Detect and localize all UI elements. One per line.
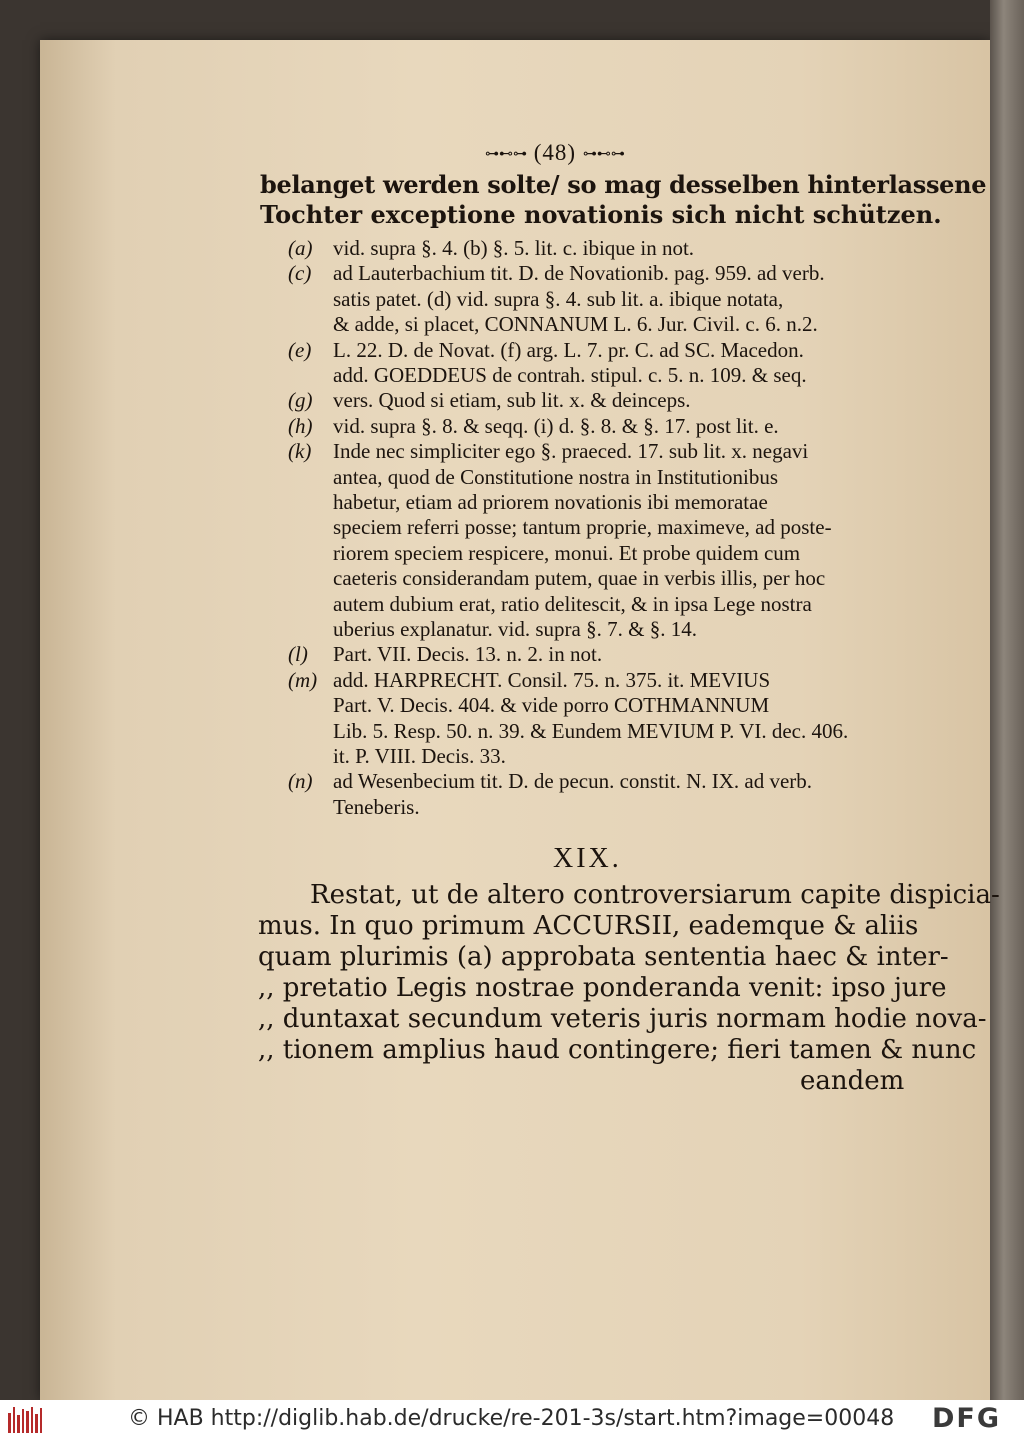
main-text-line: ,, tionem amplius haud contingere; fieri tamen & nunc — [258, 1035, 977, 1065]
footnote-line: vers. Quod si etiam, sub lit. x. & deinceps. — [333, 388, 691, 413]
body-line-2: Tochter exceptione novationis sich nicht schützen. — [260, 200, 942, 229]
library-logo-icon — [8, 1405, 42, 1433]
footnote-line: satis patet. (d) vid. supra §. 4. sub lit. a. ibique notata, — [333, 286, 784, 311]
page-number: (48) — [533, 140, 577, 165]
footnote-label: (m) — [288, 667, 318, 692]
footnote-line: Teneberis. — [333, 794, 420, 819]
dfg-logo: DFG — [932, 1403, 1002, 1434]
footnote-line: Lib. 5. Resp. 50. n. 39. & Eundem MEVIUM P. VI. dec. 406. — [333, 718, 849, 743]
footnote-line: Inde nec simpliciter ego §. praeced. 17. sub lit. x. negavi — [333, 439, 809, 464]
footnote-label: (k) — [288, 439, 312, 464]
footnote-line: it. P. VIII. Decis. 33. — [333, 744, 506, 768]
source-url[interactable]: © HAB http://diglib.hab.de/drucke/re-201-3s/start.htm?image=00048 — [128, 1406, 895, 1431]
footer-bar — [0, 1400, 1024, 1439]
footnote-label: (e) — [288, 337, 312, 362]
main-text-line: ,, pretatio Legis nostrae ponderanda venit: ipso jure — [258, 973, 947, 1003]
footnote-line: antea, quod de Constitutione nostra in Institutionibus — [333, 464, 779, 489]
catchword: eandem — [800, 1066, 905, 1096]
footnote-label: (l) — [288, 642, 308, 667]
footnote-line: uberius explanatur. vid. supra §. 7. & §. 14. — [333, 617, 697, 641]
footnote-line: Part. VII. Decis. 13. n. 2. in not. — [333, 642, 603, 667]
footnote-line: caeteris considerandam putem, quae in verbis illis, per hoc — [333, 566, 826, 591]
footnote-line: vid. supra §. 4. (b) §. 5. lit. c. ibique in not. — [333, 236, 695, 260]
section-heading: XIX. — [553, 843, 622, 874]
footnote-line: add. GOEDDEUS de contrah. stipul. c. 5. n. 109. & seq. — [333, 363, 807, 387]
footnote-label: (h) — [288, 413, 313, 438]
body-line-1: belanget werden solte/ so mag desselben hinterlassene — [260, 170, 987, 199]
footnote-label: (n) — [288, 769, 313, 794]
main-text-line: ,, duntaxat secundum veteris juris normam hodie nova- — [258, 1004, 987, 1034]
footnote-line: riorem speciem respicere, monui. Et probe quidem cum — [333, 540, 801, 565]
footnote-line: habetur, etiam ad priorem novationis ibi memoratae — [333, 490, 768, 514]
footnote-line: vid. supra §. 8. & seqq. (i) d. §. 8. & §. 17. post lit. e. — [333, 413, 779, 438]
main-text-line: mus. In quo primum ACCURSII, eademque & aliis — [258, 911, 919, 941]
footnote-line: & adde, si placet, CONNANUM L. 6. Jur. Civil. c. 6. n.2. — [333, 312, 818, 337]
footnote-line: ad Wesenbecium tit. D. de pecun. constit. N. IX. ad verb. — [333, 769, 813, 794]
footnote-label: (c) — [288, 261, 312, 286]
book-spine — [990, 0, 1024, 1400]
footnote-line: speciem referri posse; tantum proprie, maximeve, ad poste- — [333, 515, 832, 540]
footnote-line: Part. V. Decis. 404. & vide porro COTHMANNUM — [333, 693, 770, 718]
footnote-label: (g) — [288, 388, 313, 413]
main-text-line: Restat, ut de altero controversiarum capite dispicia- — [310, 880, 1000, 910]
main-text-line: quam plurimis (a) approbata sententia haec & inter- — [258, 942, 949, 972]
ornament-right: ⊶⊷⊶ — [582, 147, 625, 163]
ornament-left: ⊶⊷⊶ — [485, 147, 527, 163]
footnote-line: ad Lauterbachium tit. D. de Novationib. pag. 959. ad verb. — [333, 261, 825, 286]
footnote-line: autem dubium erat, ratio delitescit, & in ipsa Lege nostra — [333, 591, 812, 616]
footnote-label: (a) — [288, 236, 313, 260]
page-header — [485, 140, 625, 166]
footnote-line: L. 22. D. de Novat. (f) arg. L. 7. pr. C. ad SC. Macedon. — [333, 337, 804, 362]
footnote-line: add. HARPRECHT. Consil. 75. n. 375. it. MEVIUS — [333, 667, 771, 692]
